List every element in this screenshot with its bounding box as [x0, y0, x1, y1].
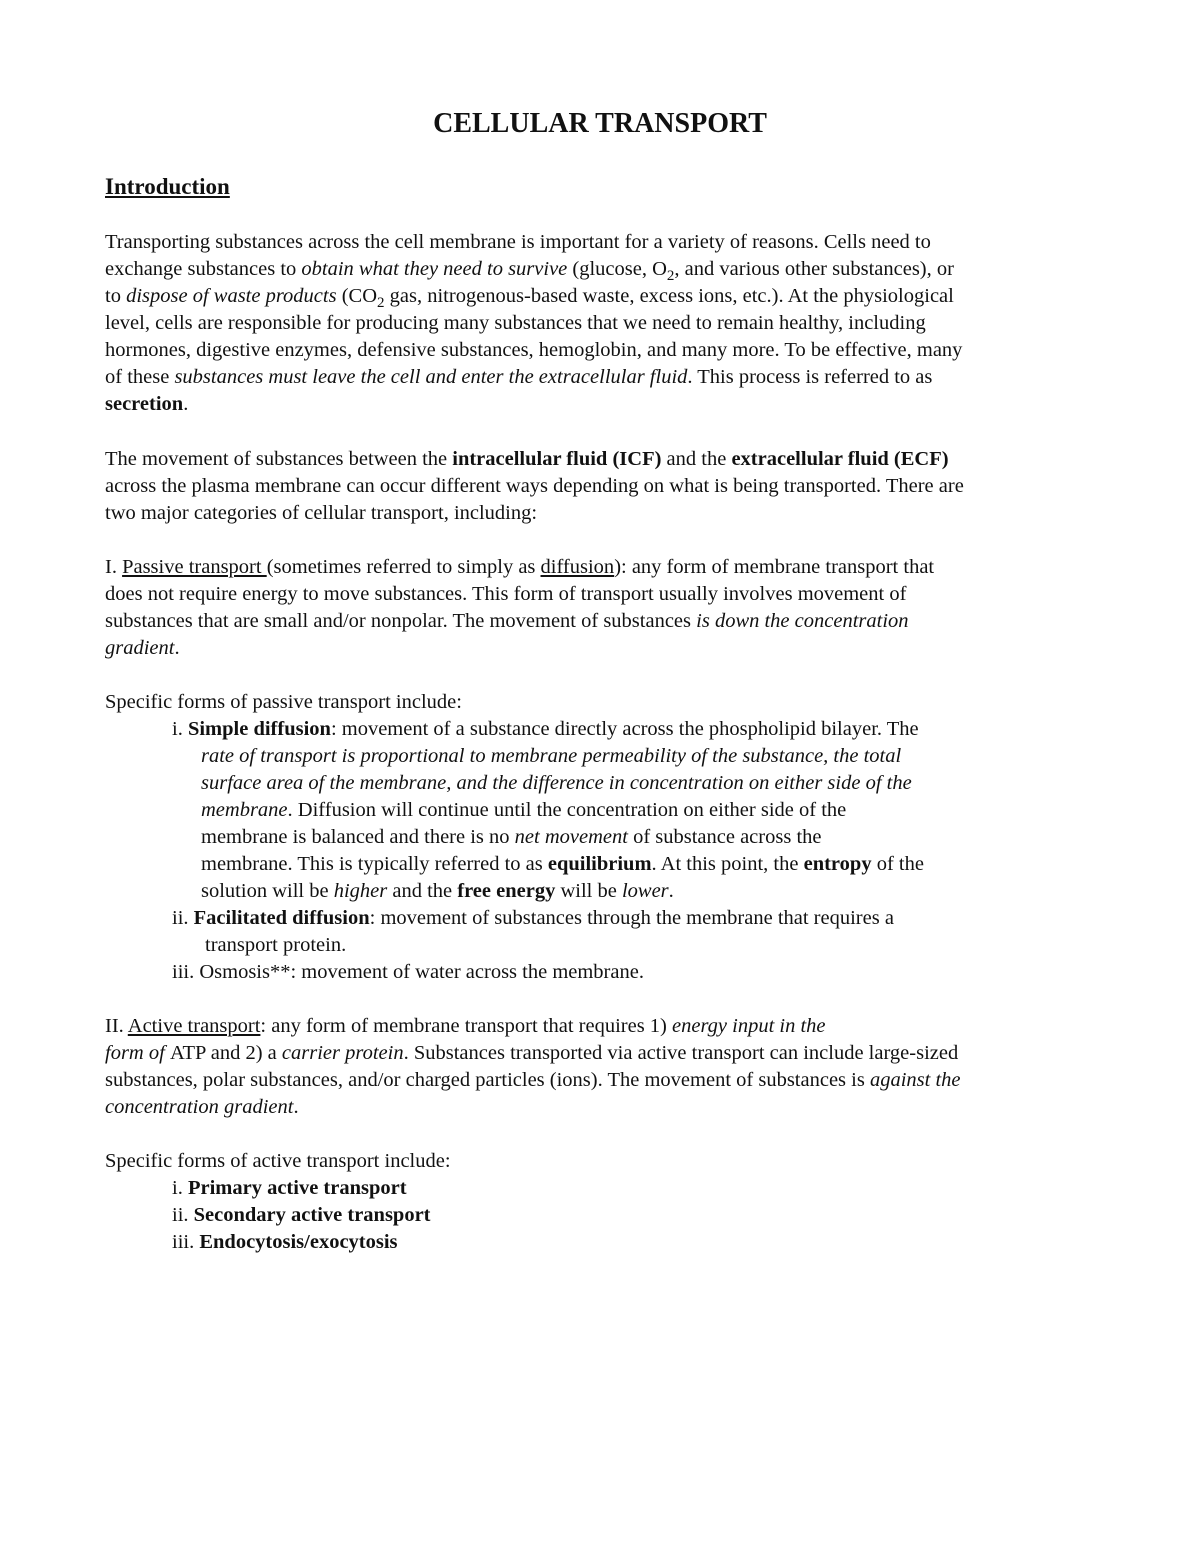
text-line: Transporting substances across the cell membrane is important for a variety of reasons. Cells need to [105, 231, 931, 253]
text-line: substances, polar substances, and/or charged particles (ions). The movement of substances is against the [105, 1069, 961, 1091]
active-transport-paragraph [105, 1013, 1105, 1121]
text-line: across the plasma membrane can occur different ways depending on what is being transported. There are [105, 475, 964, 497]
text-line: transport protein. [205, 934, 347, 956]
active-forms-intro [105, 1148, 1105, 1175]
text-line: level, cells are responsible for producing many substances that we need to remain healthy, including [105, 312, 926, 334]
text-line: gradient. [105, 637, 180, 659]
list-item-facilitated-diffusion: ii. Facilitated diffusion: movement of substances through the membrane that requires a [172, 907, 894, 929]
text-line: hormones, digestive enzymes, defensive substances, hemoglobin, and many more. To be effective, many [105, 339, 963, 361]
term-icf: intracellular fluid (ICF) [452, 448, 662, 470]
passive-forms-intro [105, 689, 1105, 716]
text-line: substances that are small and/or nonpolar. The movement of substances is down the concentration [105, 610, 909, 632]
page-title: CELLULAR TRANSPORT [433, 108, 767, 139]
list-item-secondary-active: ii. Secondary active transport [172, 1204, 431, 1226]
text-line: Specific forms of active transport include: [105, 1150, 451, 1172]
passive-transport-paragraph [105, 554, 1105, 662]
subscript: 2 [377, 295, 385, 312]
term-secretion: secretion [105, 393, 184, 415]
text-line: membrane. Diffusion will continue until the concentration on either side of the [201, 799, 847, 821]
list-item-simple-diffusion: i. Simple diffusion: movement of a substance directly across the phospholipid bilayer. The [172, 718, 919, 740]
text-line: form of ATP and 2) a carrier protein. Substances transported via active transport can include large-sized [105, 1042, 959, 1064]
text-line: secretion. [105, 393, 189, 415]
text-line: The movement of substances between the intracellular fluid (ICF) and the extracellular fluid (ECF) [105, 448, 949, 470]
list-item-primary-active: i. Primary active transport [172, 1177, 407, 1199]
text-line: rate of transport is proportional to membrane permeability of the substance, the total [201, 745, 902, 767]
text-line: membrane is balanced and there is no net movement of substance across the [201, 826, 822, 848]
text-line: I. Passive transport (sometimes referred to simply as diffusion): any form of membrane transport that [105, 556, 935, 578]
term-active-transport: Active transport [127, 1015, 261, 1037]
passive-forms-list [172, 716, 924, 986]
introduction-heading: Introduction [105, 174, 230, 199]
movement-paragraph [105, 446, 1105, 527]
text-line: Specific forms of passive transport include: [105, 691, 462, 713]
intro-paragraph [105, 229, 1105, 418]
text-line: II. Active transport: any form of membrane transport that requires 1) energy input in the [105, 1015, 826, 1037]
text-line: solution will be higher and the free energy will be lower. [201, 880, 674, 902]
text-line: does not require energy to move substances. This form of transport usually involves movement of [105, 583, 907, 605]
text-line: exchange substances to obtain what they need to survive (glucose, $O_2$, and various other substances), or [105, 258, 954, 285]
list-item-endocytosis: iii. Endocytosis/exocytosis [172, 1231, 398, 1253]
list-item-osmosis: iii. Osmosis**: movement of water across the membrane. [172, 961, 644, 983]
subscript: 2 [666, 268, 675, 285]
text-line: membrane. This is typically referred to as equilibrium. At this point, the entropy of the [201, 853, 924, 875]
term-ecf: extracellular fluid (ECF) [731, 448, 949, 470]
active-forms-list [172, 1175, 431, 1256]
term-diffusion: diffusion [540, 556, 615, 578]
term-passive-transport: Passive transport [122, 556, 267, 578]
text-line: of these substances must leave the cell and enter the extracellular fluid. This process is referred to as [105, 366, 933, 388]
text-line: concentration gradient. [105, 1096, 299, 1118]
text-line: two major categories of cellular transport, including: [105, 502, 538, 524]
text-line: to dispose of waste products ($CO_2$ gas, nitrogenous-based waste, excess ions, etc.). At the physiological [105, 285, 954, 312]
text-line: surface area of the membrane, and the difference in concentration on either side of the [201, 772, 912, 794]
